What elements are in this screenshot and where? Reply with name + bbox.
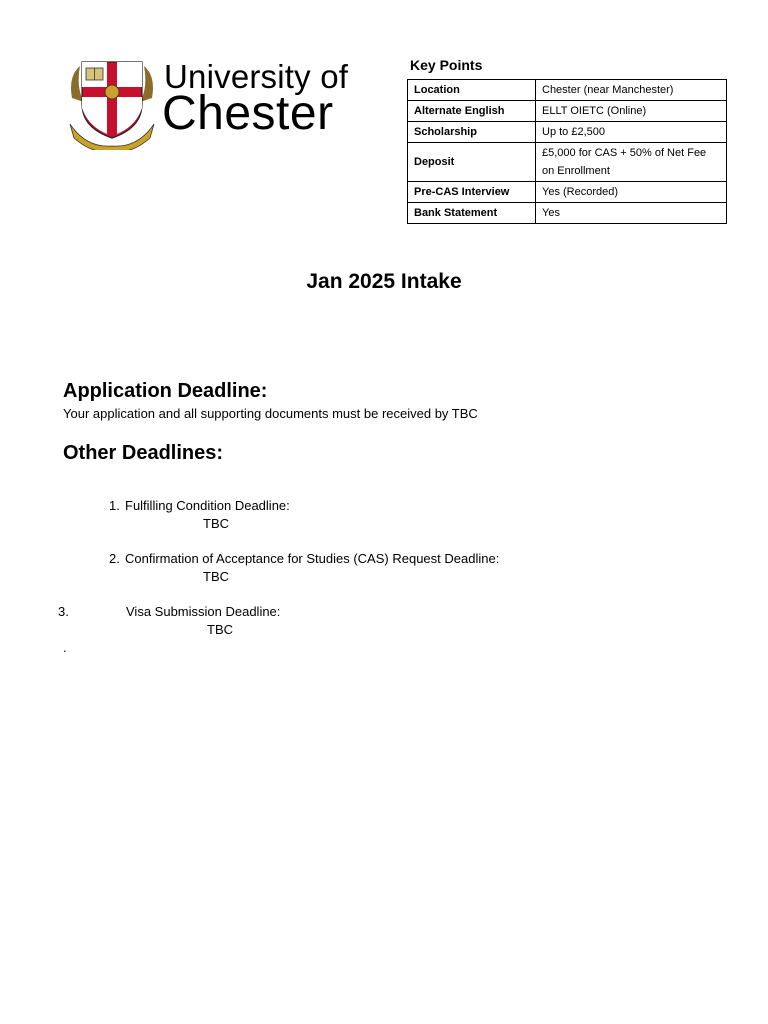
deadline-item-label: Fulfilling Condition Deadline: <box>125 498 290 513</box>
table-row <box>408 182 727 203</box>
deadline-item-label: Visa Submission Deadline: <box>126 604 281 619</box>
table-value: Chester (near Manchester) <box>536 80 727 101</box>
deadline-item-value: TBC <box>203 569 229 584</box>
deadline-item-number: 2. <box>109 551 120 566</box>
deadline-item-value: TBC <box>203 516 229 531</box>
table-row <box>408 203 727 224</box>
table-key: Pre-CAS Interview <box>408 182 536 203</box>
deadline-item-value: TBC <box>207 622 233 637</box>
application-deadline-text: Your application and all supporting documents must be received by TBC <box>63 406 478 421</box>
deadline-item-number: 1. <box>109 498 120 513</box>
table-value: £5,000 for CAS + 50% of Net Fee on Enrollment <box>536 143 727 182</box>
table-row <box>408 143 727 182</box>
intake-title: Jan 2025 Intake <box>306 270 462 293</box>
logo-text-line1: University of <box>164 58 349 95</box>
table-key: Alternate English <box>408 101 536 122</box>
table-row <box>408 80 727 101</box>
university-logo <box>66 58 366 150</box>
other-deadlines-heading: Other Deadlines: <box>63 442 224 464</box>
logo-text-line2: Chester <box>162 87 334 140</box>
table-value: Yes <box>536 203 727 224</box>
table-value: ELLT OIETC (Online) <box>536 101 727 122</box>
table-value: Up to £2,500 <box>536 122 727 143</box>
table-key: Location <box>408 80 536 101</box>
table-row <box>408 101 727 122</box>
key-points-table <box>407 79 727 224</box>
table-value: Yes (Recorded) <box>536 182 727 203</box>
key-points-title: Key Points <box>410 57 483 73</box>
deadline-item-number: 3. <box>58 604 69 619</box>
application-deadline-heading: Application Deadline: <box>63 380 268 402</box>
deadline-item-label: Confirmation of Acceptance for Studies (CAS) Request Deadline: <box>125 551 500 566</box>
table-key: Bank Statement <box>408 203 536 224</box>
table-key: Scholarship <box>408 122 536 143</box>
trailing-period: . <box>63 640 67 655</box>
table-row <box>408 122 727 143</box>
crest-icon <box>66 58 158 150</box>
table-key: Deposit <box>408 143 536 182</box>
